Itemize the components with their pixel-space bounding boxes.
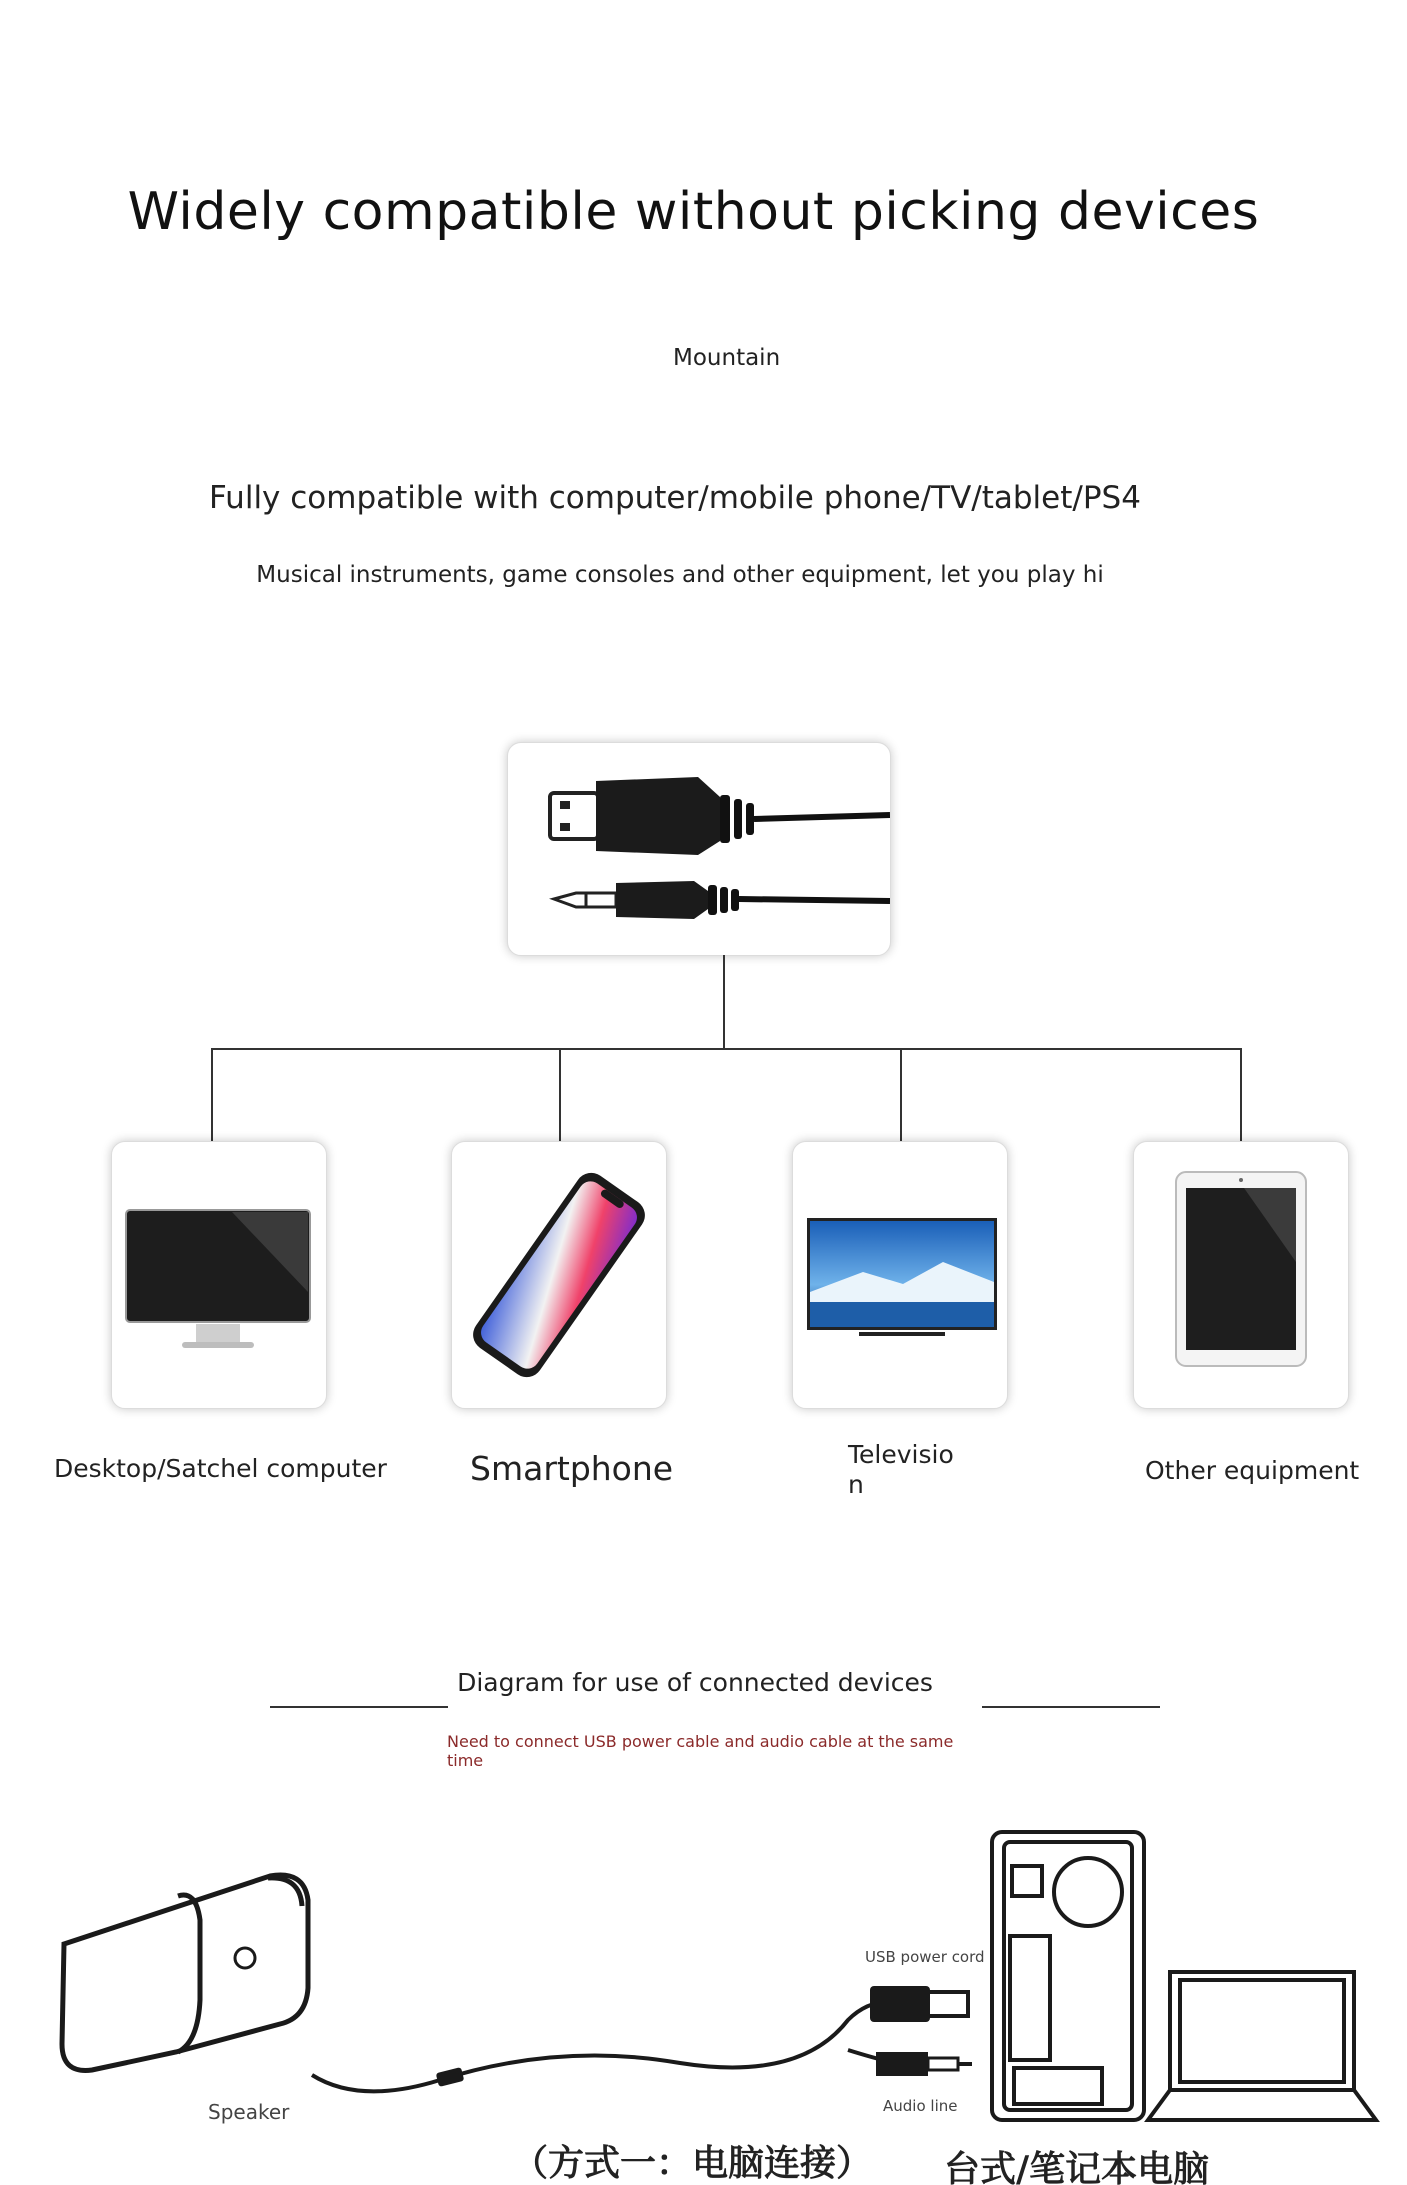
diagram-title-rule-right	[982, 1706, 1160, 1708]
tree-horizontal-line	[211, 1048, 1242, 1050]
diagram-title-rule-left	[270, 1706, 448, 1708]
mountain-label: Mountain	[673, 345, 781, 371]
page-title: Widely compatible without picking devices	[127, 182, 1260, 242]
diagram-title: Diagram for use of connected devices	[457, 1668, 933, 1697]
laptop-illustration	[1148, 1972, 1376, 2120]
tablet-icon	[1134, 1142, 1348, 1408]
device-label-desktop: Desktop/Satchel computer	[54, 1454, 387, 1483]
caption-right: 台式/笔记本电脑	[944, 2149, 1210, 2185]
usb-cord-label: USB power cord	[865, 1948, 985, 1966]
device-label-other: Other equipment	[1145, 1456, 1360, 1485]
smartphone-icon	[452, 1142, 666, 1408]
tree-branch-line-1	[211, 1048, 213, 1142]
tree-trunk-line	[723, 955, 725, 1049]
usb-plug-icon	[870, 1986, 968, 2022]
desktop-tower-illustration	[992, 1832, 1144, 2120]
device-card-television	[792, 1141, 1008, 1409]
tree-branch-line-4	[1240, 1048, 1242, 1142]
compatibility-subtitle: Fully compatible with computer/mobile phone/TV/tablet/PS4	[209, 480, 1141, 516]
device-label-smartphone: Smartphone	[470, 1449, 674, 1488]
device-card-tablet	[1133, 1141, 1349, 1409]
device-card-desktop	[111, 1141, 327, 1409]
connection-diagram	[0, 1820, 1407, 2125]
tree-branch-line-3	[900, 1048, 902, 1142]
television-icon	[793, 1142, 1007, 1408]
caption-left: （方式一：电脑连接）	[512, 2143, 873, 2184]
usb-audio-cable-icon	[508, 743, 890, 955]
bottom-captions	[0, 2125, 1407, 2185]
tree-branch-line-2	[559, 1048, 561, 1142]
speaker-cable	[312, 2001, 900, 2091]
connection-note: Need to connect USB power cable and audio cable at the same time	[447, 1732, 954, 1770]
audio-line-label: Audio line	[883, 2097, 958, 2115]
cable-card	[507, 742, 891, 956]
device-card-smartphone	[451, 1141, 667, 1409]
monitor-icon	[112, 1142, 326, 1408]
compatibility-description: Musical instruments, game consoles and other equipment, let you play hi	[256, 562, 1104, 588]
audio-plug-icon	[876, 2052, 972, 2076]
speaker-illustration	[62, 1875, 308, 2070]
device-label-television: Television	[848, 1440, 954, 1499]
speaker-label: Speaker	[208, 2100, 290, 2124]
